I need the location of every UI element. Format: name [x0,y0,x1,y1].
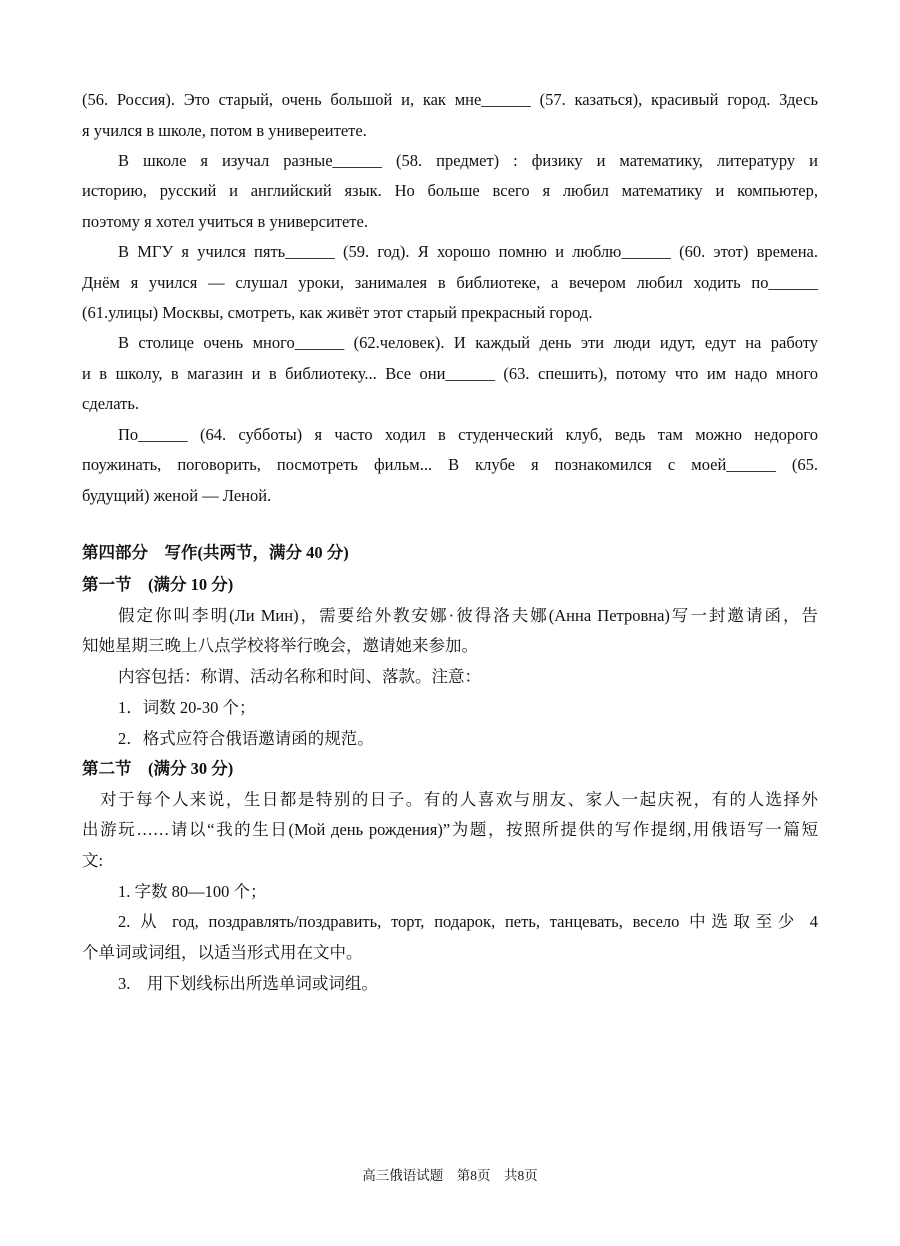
passage-line: В МГУ я учился пять______ (59. год). Я хорошо помню и люблю______ (60. этот) времена. [118,242,818,261]
task-line: 文: [82,851,104,870]
passage-line: (61.улицы) Москвы, смотреть, как живёт этот старый прекрасный город. [82,303,593,322]
passage-line: поэтому я хотел учиться в университете. [82,212,368,231]
task-line: 内容包括：称谓、活动名称和时间、落款。注意： [118,667,481,686]
passage-line: В столице очень много______ (62.человек). И каждый день эти люди идут, едут на работу [118,333,818,352]
passage-line: будущий) женой — Леной. [82,486,272,505]
passage-line: В школе я изучал разные______ (58. предмет) : физику и математику, литературу и [118,151,818,170]
passage-line: По______ (64. субботы) я часто ходил в студенческий клуб, ведь там можно недорого [118,425,818,444]
task-line: 对于每个人来说，生日都是特别的日子。有的人喜欢与朋友、家人一起庆祝，有的人选择外 [100,790,818,809]
passage-line: историю, русский и английский язык. Но больше всего я любил математику и компьютер, [82,181,818,200]
task-line: 知她星期三晚上八点学校将举行晚会，邀请她来参加。 [82,636,478,655]
passage-line: (56. Россия). Это старый, очень большой и, как мне______ (57. казаться), красивый город. Здесь [82,90,818,109]
section2-heading: 第二节 (满分 30 分) [82,759,234,778]
passage-line: сделать. [82,394,140,413]
passage-line: Днём я учился — слушал уроки, занималея в библиотеке, а вечером любил ходить по______ [82,273,818,292]
page-footer: 高三俄语试题 第8页 共8页 [362,1168,538,1183]
part4-heading: 第四部分 写作(共两节，满分 40 分) [82,543,349,562]
task-line: 3. 用下划线标出所选单词或词组。 [118,974,378,993]
task-line: 1．词数 20-30 个； [118,698,256,717]
task-line: 2．格式应符合俄语邀请函的规范。 [118,729,374,748]
passage-line: поужинать, поговорить, посмотреть фильм... В клубе я познакомился с моей______ (65. [82,455,818,474]
task-line: 个单词或词组，以适当形式用在文中。 [82,943,363,962]
passage-line: и в школу, в магазин и в библиотеку... Все они______ (63. спешить), потому что им надо много [82,364,818,383]
task-line: 假定你叫李明(Ли Мин)，需要给外教安娜·彼得洛夫娜(Анна Петровна)写一封邀请函，告 [118,606,818,625]
task-line: 1. 字数 80—100 个； [118,882,267,901]
passage-line: я учился в школе, потом в универеитете. [82,121,367,140]
section1-heading: 第一节 (满分 10 分) [82,575,234,594]
task-line: 出游玩……请以“我的生日(Мой день рождения)”为题，按照所提供的写作提纲,用俄语写一篇短 [82,820,818,839]
task-line: 2. 从 год, поздравлять/поздравить, торт, подарок, петь, танцевать, весело 中选取至少 4 [118,912,818,931]
